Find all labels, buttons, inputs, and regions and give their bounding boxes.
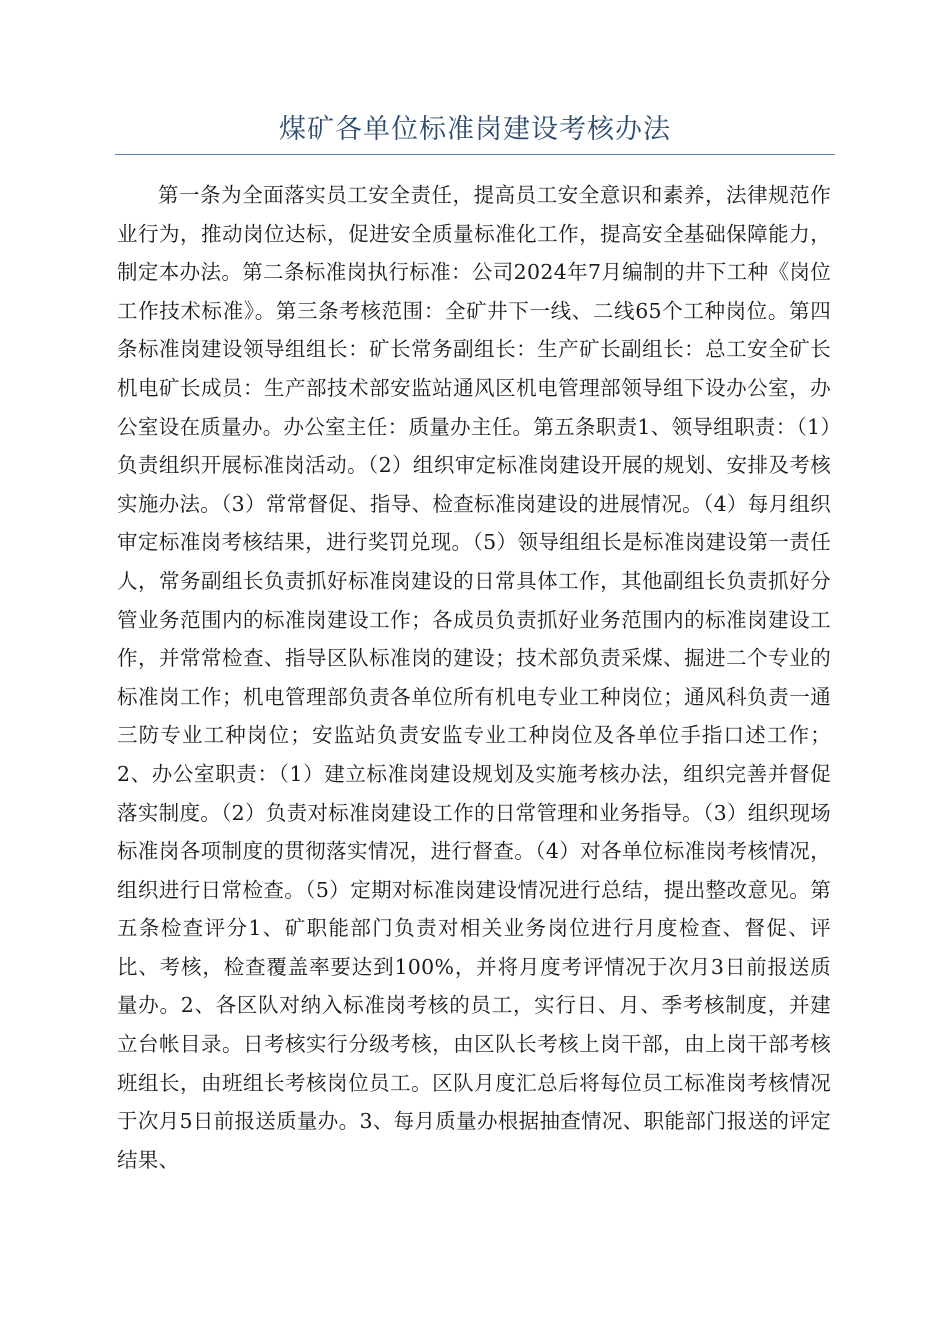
document-title: 煤矿各单位标准岗建设考核办法 [279, 114, 671, 145]
document-body: 第一条为全面落实员工安全责任，提高员工安全意识和素养，法律规范作业行为，推动岗位达标，促进安全质量标准化工作，提高安全基础保障能力，制定本办法。第二条标准岗执行标准：公司2024年7月编制的井下工种《岗位工作技术标准》。第三条考核范围：全矿井下一线、二线65个工种岗位。第四条标准岗建设领导组组长：矿长常务副组长：生产矿长副组长：总工安全矿长机电矿长成员：生产部技术部安监站通风区机电管理部领导组下设办公室，办公室设在质量办。办公室主任：质量办主任。第五条职责1、领导组职责：（1）负责组织开展标准岗活动。（2）组织审定标准岗建设开展的规划、安排及考核实施办法。（3）常常督促、指导、检查标准岗建设的进展情况。（4）每月组织审定标准岗考核结果，进行奖罚兑现。（5）领导组组长是标准岗建设第一责任人，常务副组长负责抓好标准岗建设的日常具体工作，其他副组长负责抓好分管业务范围内的标准岗建设工作；各成员负责抓好业务范围内的标准岗建设工作，并常常检查、指导区队标准岗的建设；技术部负责采煤、掘进二个专业的标准岗工作；机电管理部负责各单位所有机电专业工种岗位；通风科负责一通三防专业工种岗位；安监站负责安监专业工种岗位及各单位手指口述工作；2、办公室职责：（1）建立标准岗建设规划及实施考核办法，组织完善并督促落实制度。（2）负责对标准岗建设工作的日常管理和业务指导。（3）组织现场标准岗各项制度的贯彻落实情况，进行督查。（4）对各单位标准岗考核情况，组织进行日常检查。（5）定期对标准岗建设情况进行总结，提出整改意见。第五条检查评分1、矿职能部门负责对相关业务岗位进行月度检查、督促、评比、考核，检查覆盖率要达到100%，并将月度考评情况于次月3日前报送质量办。2、各区队对纳入标准岗考核的员工，实行日、月、季考核制度，并建立台帐目录。日考核实行分级考核，由区队长考核上岗干部，由上岗干部考核班组长，由班组长考核岗位员工。区队月度汇总后将每位员工标准岗考核情况于次月5日前报送质量办。3、每月质量办根据抽查情况、职能部门报送的评定结果、 [117, 183, 831, 1172]
title-underline [115, 154, 835, 155]
